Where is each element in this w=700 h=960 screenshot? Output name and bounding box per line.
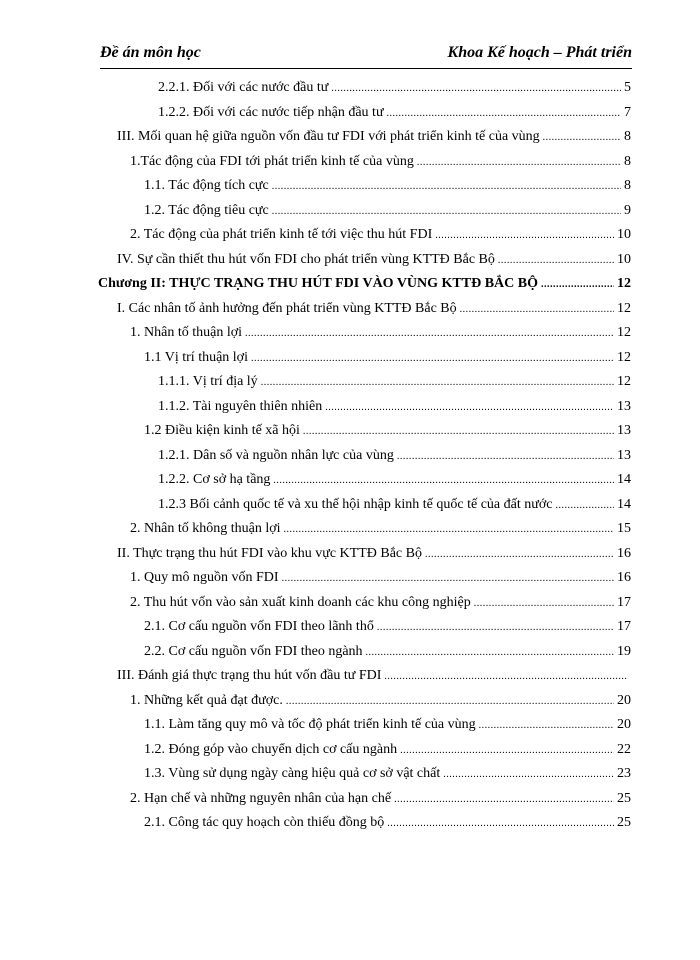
header-faculty-name: Khoa Kế hoạch – Phát triển bbox=[447, 44, 632, 61]
toc-page-number: 14 bbox=[617, 472, 631, 487]
toc-entry-label: Chương II: THỰC TRẠNG THU HÚT FDI VÀO VÙNG KTTĐ BẮC BỘ bbox=[98, 276, 538, 291]
dot-leader bbox=[397, 450, 614, 464]
toc-entry-row bbox=[144, 615, 631, 635]
toc-page-number: 25 bbox=[617, 790, 631, 806]
dot-leader bbox=[498, 254, 614, 268]
toc-entry-label: 1.2. Tác động tiêu cực bbox=[144, 202, 269, 218]
toc-entry-label: 1.2. Đóng góp vào chuyển dịch cơ cấu ngành bbox=[144, 741, 398, 757]
dot-leader bbox=[387, 817, 614, 831]
toc-entry-row bbox=[130, 689, 631, 709]
toc-chapter-row bbox=[98, 272, 631, 292]
toc-entry-label: III. Mối quan hệ giữa nguồn vốn đầu tư FDI với phát triển kinh tế của vùng bbox=[117, 129, 540, 144]
toc-entry-label: 1.1. Làm tăng quy mô và tốc độ phát triển kinh tế của vùng bbox=[144, 717, 476, 732]
dot-leader bbox=[460, 303, 614, 317]
toc-page-number: 8 bbox=[624, 153, 631, 169]
toc-entry-row bbox=[144, 174, 631, 194]
toc-entry-row bbox=[144, 762, 631, 782]
toc-entry-label: 1.1.1. Vị trí địa lý bbox=[158, 374, 258, 389]
toc-entry-row bbox=[130, 591, 631, 611]
toc-entry-row bbox=[158, 395, 631, 415]
toc-page-number: 5 bbox=[624, 80, 631, 95]
toc-entry-row bbox=[117, 542, 631, 562]
toc-entry-label: 1.1 Vị trí thuận lợi bbox=[144, 349, 248, 365]
toc-entry-row bbox=[117, 297, 631, 317]
toc-entry-label: I. Các nhân tố ảnh hưởng đến phát triển vùng KTTĐ Bắc Bộ bbox=[117, 300, 457, 316]
dot-leader bbox=[272, 180, 621, 194]
dot-leader bbox=[443, 768, 614, 782]
toc-page-number: 12 bbox=[617, 349, 631, 365]
header-course-title: Đề án môn học bbox=[100, 44, 201, 61]
toc-entry-label: 2. Thu hút vốn vào sản xuất kinh doanh các khu công nghiệp bbox=[130, 594, 471, 610]
toc-entry-label: 1.2.2. Cơ sở hạ tầng bbox=[158, 472, 271, 487]
toc-page-number: 8 bbox=[624, 129, 631, 144]
toc-entry-label: 2.1. Cơ cấu nguồn vốn FDI theo lãnh thổ bbox=[144, 619, 374, 634]
toc-entry-label: 2. Tác động của phát triển kinh tế tới việc thu hút FDI bbox=[130, 227, 433, 242]
dot-leader bbox=[325, 401, 614, 415]
dot-leader bbox=[272, 205, 621, 219]
toc-entry-label: 1.1. Tác động tích cực bbox=[144, 178, 269, 193]
dot-leader bbox=[400, 744, 614, 758]
toc-entry-label: 2.2.1. Đối với các nước đầu tư bbox=[158, 80, 329, 95]
toc-page-number: 9 bbox=[624, 202, 631, 218]
dot-leader bbox=[479, 719, 614, 733]
header-rule bbox=[100, 68, 632, 69]
toc-entry-label: IV. Sự cần thiết thu hút vốn FDI cho phát triển vùng KTTĐ Bắc Bộ bbox=[117, 251, 495, 267]
toc-page-number: 12 bbox=[617, 374, 631, 389]
dot-leader bbox=[251, 352, 614, 366]
toc-page-number: 25 bbox=[617, 815, 631, 830]
dot-leader bbox=[417, 156, 621, 170]
toc-entry-row bbox=[117, 125, 631, 145]
toc-entry-label: II. Thực trạng thu hút FDI vào khu vực KTTĐ Bắc Bộ bbox=[117, 545, 422, 561]
toc-page-number: 8 bbox=[624, 178, 631, 193]
dot-leader bbox=[245, 327, 614, 341]
toc-entry-row bbox=[117, 248, 631, 268]
toc-entry-label: 1.1.2. Tài nguyên thiên nhiên bbox=[158, 398, 323, 414]
dot-leader bbox=[261, 376, 614, 390]
toc-entry-label: 1.2 Điều kiện kinh tế xã hội bbox=[144, 423, 300, 438]
toc-entry-label: 1.Tác động của FDI tới phát triển kinh tế của vùng bbox=[130, 153, 414, 169]
toc-page-number: 10 bbox=[617, 227, 631, 242]
toc-entry-row bbox=[130, 321, 631, 341]
dot-leader bbox=[331, 82, 621, 96]
toc-page-number: 22 bbox=[617, 741, 631, 757]
toc-entry-row bbox=[130, 150, 631, 170]
toc-entry-label: 1. Quy mô nguồn vốn FDI bbox=[130, 570, 279, 585]
toc-entry-row bbox=[158, 370, 631, 390]
toc-page-number: 23 bbox=[617, 766, 631, 781]
toc-page-number: 12 bbox=[617, 300, 631, 316]
toc-entry-label: 1.2.1. Dân số và nguồn nhân lực của vùng bbox=[158, 447, 394, 463]
toc-entry-row bbox=[144, 713, 631, 733]
toc-entry-row bbox=[144, 640, 631, 660]
page-header bbox=[100, 44, 632, 68]
toc-entry-label: 1.2.2. Đối với các nước tiếp nhận đầu tư bbox=[158, 104, 384, 120]
toc-entry-row bbox=[158, 493, 631, 513]
toc-page-number: 12 bbox=[617, 276, 631, 291]
toc-page-number: 14 bbox=[617, 496, 631, 512]
toc-entry-row bbox=[144, 811, 631, 831]
toc-entry-row bbox=[130, 566, 631, 586]
toc-entry-row bbox=[130, 787, 631, 807]
dot-leader bbox=[303, 425, 614, 439]
toc-entry-label: 2. Hạn chế và những nguyên nhân của hạn chế bbox=[130, 790, 392, 806]
dot-leader bbox=[286, 695, 614, 709]
toc-entry-row bbox=[158, 101, 631, 121]
dot-leader bbox=[282, 572, 614, 586]
toc-page-number: 20 bbox=[617, 692, 631, 708]
toc-page-number: 20 bbox=[617, 717, 631, 732]
toc-entry-label: 2.2. Cơ cấu nguồn vốn FDI theo ngành bbox=[144, 643, 363, 659]
dot-leader bbox=[394, 793, 614, 807]
toc-entry-label: 2.1. Công tác quy hoạch còn thiếu đồng bộ bbox=[144, 815, 385, 830]
toc-page-number: 12 bbox=[617, 325, 631, 340]
toc-entry-row bbox=[158, 468, 631, 488]
toc-entry-label: 1.3. Vùng sử dụng ngày càng hiệu quả cơ sở vật chất bbox=[144, 766, 441, 781]
toc-page-number: 13 bbox=[617, 423, 631, 438]
dot-leader bbox=[366, 646, 614, 660]
toc-entry-row bbox=[130, 517, 631, 537]
toc-entry-label: III. Đánh giá thực trạng thu hút vốn đầu tư FDI bbox=[117, 668, 382, 683]
toc-entry-label: 1. Những kết quả đạt được. bbox=[130, 692, 283, 708]
dot-leader bbox=[284, 523, 615, 537]
toc-page-number: 16 bbox=[617, 545, 631, 561]
toc-page-number: 16 bbox=[617, 570, 631, 585]
toc-page-number: 13 bbox=[617, 447, 631, 463]
toc-page-number: 19 bbox=[617, 643, 631, 659]
toc-entry-row bbox=[144, 738, 631, 758]
toc-page-number: 7 bbox=[624, 104, 631, 120]
dot-leader bbox=[543, 131, 621, 145]
dot-leader bbox=[435, 229, 614, 243]
dot-leader bbox=[555, 499, 614, 513]
dot-leader bbox=[273, 474, 614, 488]
toc-entry-row bbox=[117, 664, 631, 684]
toc-page-number: 13 bbox=[617, 398, 631, 414]
toc-entry-label: 1.2.3 Bối cảnh quốc tế và xu thế hội nhập kinh tế quốc tế của đất nước bbox=[158, 496, 553, 512]
dot-leader bbox=[377, 621, 614, 635]
toc-entry-row bbox=[158, 444, 631, 464]
toc-entry-label: 1. Nhân tố thuận lợi bbox=[130, 325, 242, 340]
toc-page-number: 17 bbox=[617, 619, 631, 634]
toc-page-number: 17 bbox=[617, 594, 631, 610]
toc-page-number: 15 bbox=[617, 521, 631, 536]
dot-leader bbox=[425, 548, 614, 562]
dot-leader bbox=[387, 107, 621, 121]
dot-leader bbox=[384, 670, 628, 684]
toc-entry-label: 2. Nhân tố không thuận lợi bbox=[130, 521, 281, 536]
toc-entry-row bbox=[144, 199, 631, 219]
toc-entry-row bbox=[130, 223, 631, 243]
toc-entry-row bbox=[158, 76, 631, 96]
toc-page-number: 10 bbox=[617, 251, 631, 267]
toc-entry-row bbox=[144, 419, 631, 439]
dot-leader bbox=[541, 278, 614, 292]
toc-entry-row bbox=[144, 346, 631, 366]
dot-leader bbox=[474, 597, 614, 611]
